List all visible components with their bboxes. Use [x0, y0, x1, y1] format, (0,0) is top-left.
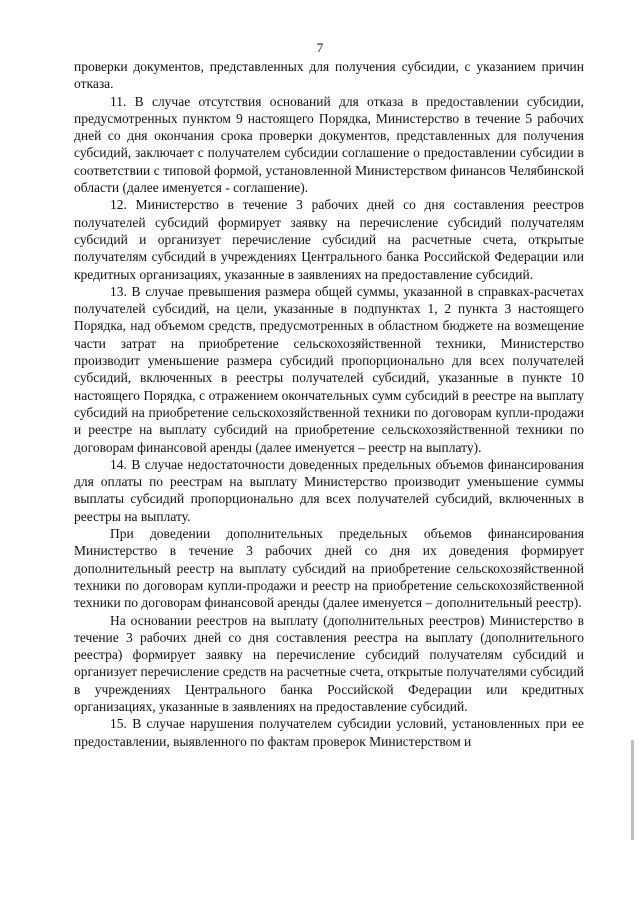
paragraph-continuation: проверки документов, представленных для получения субсидии, с указанием причин отказа. — [74, 59, 584, 92]
paragraph-14-registry-basis: На основании реестров на выплату (дополнительных реестров) Министерство в течение 3 рабочих дней со дня составления реестра на выплату (дополнительного реестра) формирует заявку на перечисление субсидий получателям субсидий и организует перечисление средств на расчетные счета, открытые получателями субсидий в учреждениях Центрального банка Российской Федерации или кредитных организациях, указанные в заявлениях на предоставление субсидий. — [74, 612, 584, 714]
paragraph-14: 14. В случае недостаточности доведенных предельных объемов финансирования для оплаты по реестрам на выплату Министерство производит уменьшение суммы выплаты субсидий пропорционально для всех получателей субсидий, включенных в реестры на выплату. — [74, 456, 584, 524]
paragraph-11: 11. В случае отсутствия оснований для отказа в предоставлении субсидии, предусмотренных пунктом 9 настоящего Порядка, Министерство в течение 5 рабочих дней со дня окончания срока проверки документов, представленных для получения субсидий, заключает с получателем субсидии соглашение о предоставлении субсидии в соответствии с типовой формой, установленной Министерством финансов Челябинской области (далее именуется - соглашение). — [74, 93, 584, 196]
page-number: 7 — [316, 40, 324, 55]
paragraph-14-additional-funding: При доведении дополнительных предельных объемов финансирования Министерство в течение 3 рабочих дней со дня их доведения формирует дополнительный реестр на выплату субсидий на приобретение сельскохозяйственной техники по договорам купли-продажи и реестр на приобретение сельскохозяйственной техники по договорам финансовой аренды (далее именуется – дополнительный реестр). — [74, 526, 584, 611]
document-body — [74, 58, 584, 750]
scan-edge-mark — [631, 740, 634, 840]
paragraph-15: 15. В случае нарушения получателем субсидии условий, установленных при ее предоставлении, выявленного по фактам проверок Министерством и — [74, 716, 584, 749]
paragraph-12: 12. Министерство в течение 3 рабочих дней со дня составления реестров получателей субсидий формирует заявку на перечисление субсидий получателям субсидий и организует перечисление субсидий на расчетные счета, открытые получателям субсидий в учреждениях Центрального банка Российской Федерации или кредитных организациях, указанные в заявлениях на предоставление субсидий. — [74, 197, 584, 282]
paragraph-13: 13. В случае превышения размера общей суммы, указанной в справках-расчетах получателей субсидий, на цели, указанные в подпунктах 1, 2 пункта 3 настоящего Порядка, над объемом средств, предусмотренных в областном бюджете на возмещение части затрат на приобретение сельскохозяйственной техники, Министерство производит уменьшение размера субсидий пропорционально для всех получателей субсидий, включенных в реестры получателей субсидий, указанные в пункте 10 настоящего Порядка, с отражением окончательных сумм субсидий в реестре на выплату субсидий на приобретение сельскохозяйственной техники по договорам купли-продажи и реестре на выплату субсидий на приобретение сельскохозяйственной техники по договорам финансовой аренды (далее именуется – реестр на выплату). — [74, 283, 584, 455]
